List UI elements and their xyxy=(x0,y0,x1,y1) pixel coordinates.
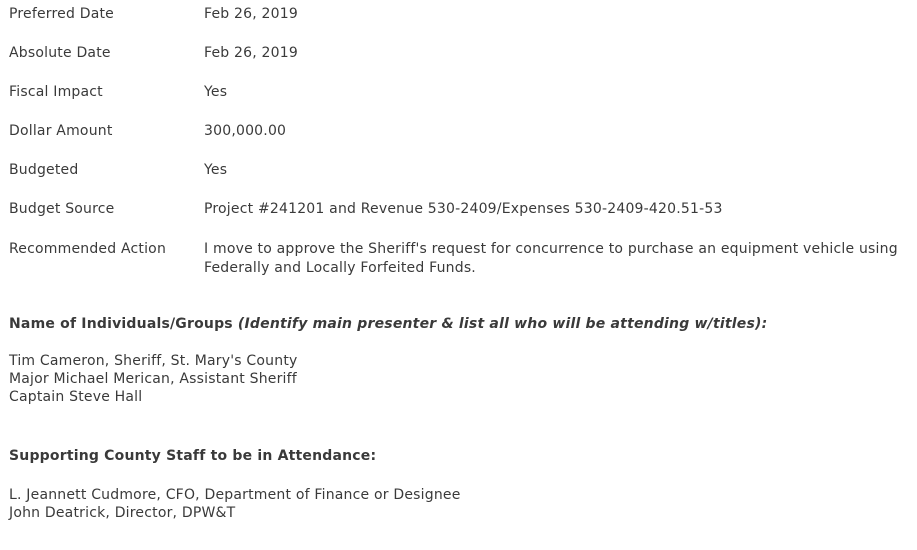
field-value: Yes xyxy=(204,162,228,178)
field-value: Feb 26, 2019 xyxy=(204,45,298,61)
field-label: Absolute Date xyxy=(9,45,111,61)
list-item: Captain Steve Hall xyxy=(9,389,143,405)
staff-heading: Supporting County Staff to be in Attendance: xyxy=(9,448,377,464)
field-recommended-action xyxy=(9,240,909,280)
field-value: Yes xyxy=(204,84,228,100)
field-value: I move to approve the Sheriff's request for concurrence to purchase an equipment vehicle using Federally and Locally Forfeited Funds. xyxy=(204,241,898,276)
list-item: John Deatrick, Director, DPW&T xyxy=(9,505,236,521)
list-item: L. Jeannett Cudmore, CFO, Department of Finance or Designee xyxy=(9,487,461,503)
field-label: Budgeted xyxy=(9,162,79,178)
field-value: 300,000.00 xyxy=(204,123,287,139)
list-item: Tim Cameron, Sheriff, St. Mary's County xyxy=(9,353,298,369)
field-label: Fiscal Impact xyxy=(9,84,103,100)
field-label: Dollar Amount xyxy=(9,123,113,139)
individuals-heading xyxy=(9,315,909,334)
list-item: Major Michael Merican, Assistant Sheriff xyxy=(9,371,297,387)
field-label: Recommended Action xyxy=(9,241,167,257)
field-label: Budget Source xyxy=(9,201,115,217)
individuals-heading-note: (Identify main presenter & list all who will be attending w/titles): xyxy=(237,316,768,332)
individuals-heading-title: Name of Individuals/Groups xyxy=(9,316,233,332)
staff-list xyxy=(9,486,909,522)
field-label: Preferred Date xyxy=(9,6,114,22)
individuals-list xyxy=(9,352,909,406)
field-value: Feb 26, 2019 xyxy=(204,6,298,22)
field-value: Project #241201 and Revenue 530-2409/Expenses 530-2409-420.51-53 xyxy=(204,201,723,217)
